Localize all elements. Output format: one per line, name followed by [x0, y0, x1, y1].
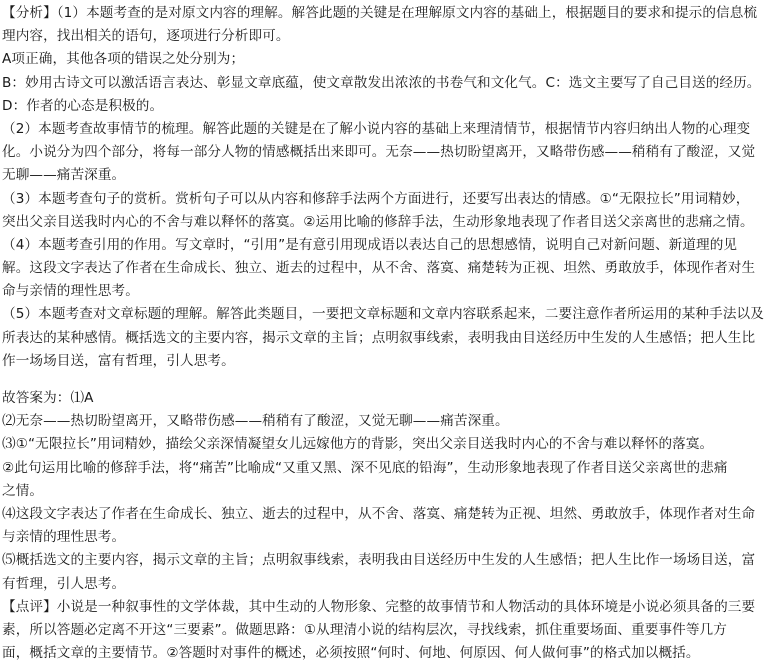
answer-line: ⑶①“无限拉长”用词精妙，描绘父亲深情凝望女儿远嫁他方的背影，突出父亲目送我时内心的不舍与难以释怀的落寞。	[2, 436, 714, 453]
analysis-line: D：作者的心态是积极的。	[2, 97, 164, 114]
analysis-line: B：妙用古诗文可以激活语言表达、彰显文章底蕴，使文章散发出浓浓的书卷气和文化气。C：选文主要写了自己目送的经历。	[2, 74, 761, 91]
comment-line: 素，所以答题必定离不开这“三要素”。做题思路：①从理清小说的结构层次，寻找线索，抓住重要场面、重要事件等几方	[2, 621, 727, 638]
answer-section	[2, 387, 774, 665]
answer-line: 之情。	[2, 482, 44, 499]
analysis-line: 化。小说分为四个部分，将每一部分人物的情感概括出来即可。无奈——热切盼望离开，又略带伤感——稍稍有了酸涩，又觉	[2, 144, 756, 161]
analysis-line: 解。这段文字表达了作者在生命成长、独立、逝去的过程中，从不舍、落寞、痛楚转为正视、坦然、勇敢放手，体现作者对生	[2, 260, 756, 277]
answer-line: 与亲情的理性思考。	[2, 529, 126, 546]
analysis-line: 【分析】（1）本题考查的是对原文内容的理解。解答此题的关键是在理解原文内容的基础上，根据题目的要求和提示的信息梳	[2, 5, 758, 21]
analysis-line: （2）本题考查故事情节的梳理。解答此题的关键是在了解小说内容的基础上来理清情节，根据情节内容归纳出人物的心理变	[2, 120, 751, 137]
analysis-line: 作一场场目送，富有哲理，引人思考。	[2, 352, 235, 369]
answer-line: ⑵无奈——热切盼望离开，又略带伤感——稍稍有了酸涩，又觉无聊——痛苦深重。	[2, 413, 509, 430]
comment-line: 【点评】小说是一种叙事性的文学体裁，其中生动的人物形象、完整的故事情节和人物活动的具体环境是小说必须具备的三要	[2, 598, 756, 615]
answer-line: ⑸概括选文的主要内容，揭示文章的主旨；点明叙事线索，表明我由目送经历中生发的人生感悟；把人生比作一场场目送，富	[2, 552, 756, 569]
analysis-line: 所表达的某种感情。概括选文的主要内容，揭示文章的主旨；点明叙事线索，表明我由目送经历中生发的人生感悟；把人生比	[2, 329, 756, 346]
analysis-line: 突出父亲目送我时内心的不舍与难以释怀的落寞。②运用比喻的修辞手法，生动形象地表现了作者目送父亲离世的悲痛之情。	[2, 213, 754, 230]
section-gap	[2, 373, 774, 387]
analysis-line: （5）本题考查对文章标题的理解。解答此类题目，一要把文章标题和文章内容联系起来，二要注意作者所运用的某种手法以及	[2, 306, 764, 323]
analysis-line: （4）本题考查引用的作用。写文章时，“引用”是有意引用现成语以表达自己的思想感情，说明自己对新问题、新道理的见	[2, 236, 738, 253]
answer-line: 故答案为：⑴A	[2, 390, 94, 406]
analysis-line: （3）本题考查句子的赏析。赏析句子可以从内容和修辞手法两个方面进行，还要写出表达的情感。①“无限拉长”用词精妙，	[2, 190, 750, 207]
answer-line: ②此句运用比喻的修辞手法，将“痛苦”比喻成“又重又黑、深不见底的铅海”，生动形象地表现了作者目送父亲离世的悲痛	[2, 459, 728, 476]
answer-line: 有哲理，引人思考。	[2, 575, 126, 592]
comment-line: 面，概括文章的主要情节。②答题时对事件的概述，必须按照“何时、何地、何原因、何人做何事”的格式加以概括。	[2, 645, 700, 662]
analysis-section	[2, 2, 774, 373]
analysis-line: 命与亲情的理性思考。	[2, 283, 139, 300]
answer-line: ⑷这段文字表达了作者在生命成长、独立、逝去的过程中，从不舍、落寞、痛楚转为正视、坦然、勇敢放手，体现作者对生命	[2, 505, 756, 522]
analysis-line: A项正确，其他各项的错误之处分别为；	[2, 51, 245, 68]
analysis-line: 无聊——痛苦深重。	[2, 167, 126, 184]
analysis-line: 理内容，找出相关的语句，逐项进行分析即可。	[2, 28, 290, 45]
